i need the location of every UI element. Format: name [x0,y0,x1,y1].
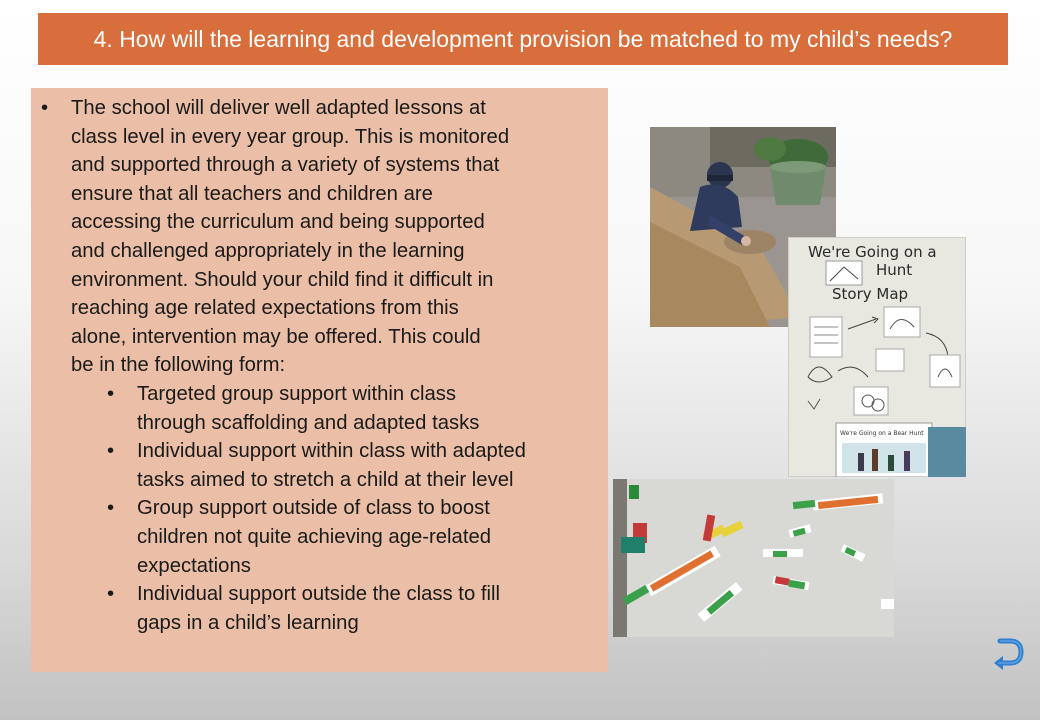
sub-bullet-item [107,437,600,494]
story-map-title-line1: We're Going on a [808,243,937,261]
text-line: be in the following form: [71,354,286,377]
sub-bullet-item [107,380,600,437]
page-title-bar [38,13,1008,65]
photo-counting-rods [613,479,894,637]
text-line: through scaffolding and adapted tasks [137,411,480,434]
sub-bullet-item [107,494,600,580]
text-line: Targeted group support within class [137,382,457,405]
bullet-icon: • [41,97,49,119]
bullet-icon: • [107,583,115,606]
return-arrow-button[interactable] [990,635,1024,675]
text-line: reaching age related expectations from this [71,297,459,320]
page-title: 4. How will the learning and development provision be matched to my child’s needs? [93,25,953,52]
text-line: class level in every year group. This is monitored [71,125,510,148]
content-text-box [31,88,608,672]
sub-bullet-text [137,580,500,637]
text-line: and supported through a variety of systems that [71,154,500,177]
text-line: accessing the curriculum and being supported [71,211,485,234]
text-line: and challenged appropriately in the learning [71,239,465,262]
text-line: ensure that all teachers and children are [71,182,433,205]
text-line: alone, intervention may be offered. This could [71,325,481,348]
bullet-icon: • [107,497,115,520]
text-line: environment. Should your child find it difficult in [71,268,494,291]
text-line: expectations [137,554,251,577]
bullet-icon: • [107,382,115,405]
main-bullet-item [41,94,600,380]
photo-story-map [788,237,966,477]
return-arrow-icon [990,635,1024,675]
sub-bullet-text [137,494,491,580]
text-line: children not quite achieving age-related [137,525,492,548]
photo-counting-rods-image [613,479,894,637]
sub-bullet-list [41,380,600,637]
photo-story-map-image [788,237,966,477]
main-bullet-text [71,94,509,380]
book-cover-title: We're Going on a Bear Hunt [840,430,924,437]
text-line: Group support outside of class to boost [137,497,490,520]
bullet-icon: • [107,440,115,463]
story-map-title-line2: Hunt [876,261,913,279]
text-line: tasks aimed to stretch a child at their level [137,468,514,491]
text-line: The school will deliver well adapted lessons at [71,97,486,119]
story-map-title-line3: Story Map [832,285,909,303]
sub-bullet-item [107,580,600,637]
sub-bullet-text [137,437,526,494]
text-line: gaps in a child’s learning [137,611,359,634]
text-line: Individual support within class with adapted [137,440,526,463]
sub-bullet-text [137,380,479,437]
text-line: Individual support outside the class to fill [137,583,501,606]
